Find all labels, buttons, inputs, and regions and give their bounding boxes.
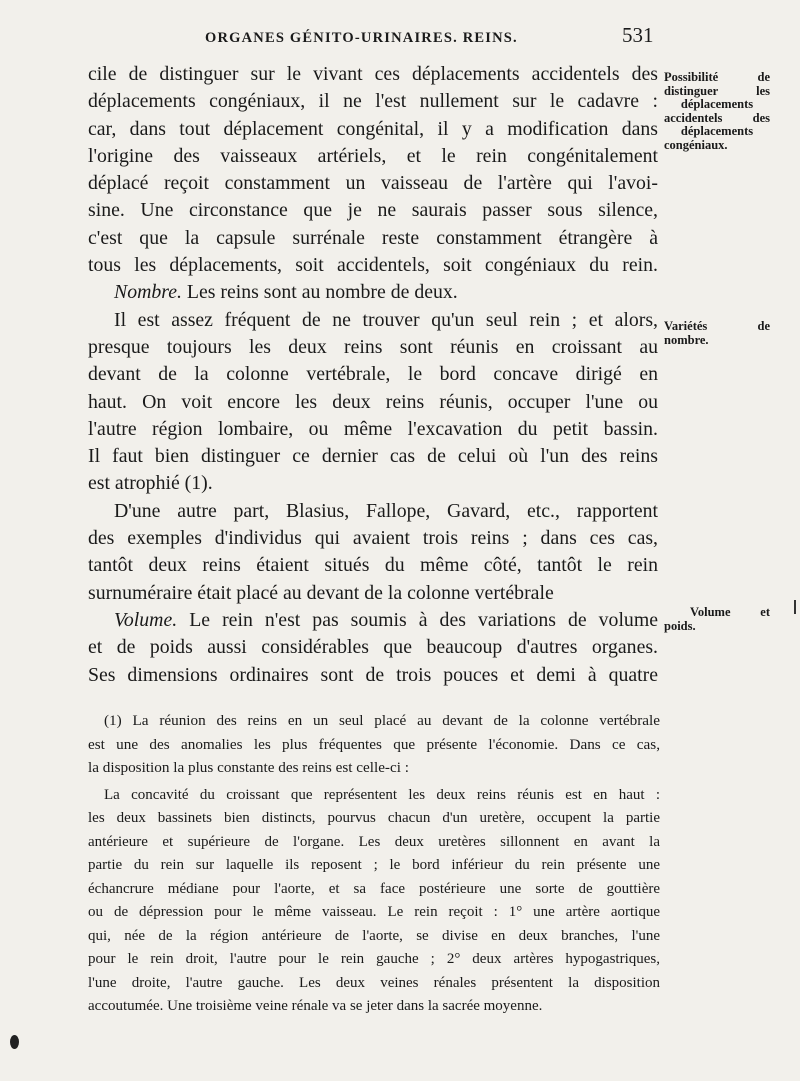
text-line: Il faut bien distinguer ce dernier cas de celui où l'un des reins [88,445,658,468]
margin-note-line: congéniaux. [664,137,728,152]
paragraph-trois-reins [88,498,658,607]
paragraph-volume [88,607,658,689]
nombre-text: Les reins sont au nombre de deux. [181,281,458,304]
margin-note-line: Volume et [690,605,770,619]
footnote-line: l'une droite, l'autre gauche. Les deux veines rénales présentent la disposition [88,974,660,991]
text-line: tous les déplacements, soit accidentels, soit congéniaux du rein. [88,254,658,277]
page-number: 531 [622,23,654,47]
margin-note-varietes [664,320,770,347]
main-text [88,61,658,689]
footnote-quote [88,784,660,1019]
text-line: presque toujours les deux reins sont réunis en croissant au [88,335,658,358]
footnote-line: ou de dépression pour le même vaisseau. Le rein reçoit : 1° une artère aortique [88,904,660,920]
ink-smudge [10,1035,19,1049]
footnote-line: accoutumée. Une troisième veine rénale va se jeter dans la sacrée moyenne. [88,998,543,1014]
text-line: l'autre région lombaire, ou même l'excavation du petit bassin. [88,417,658,440]
footnote-line: antérieure et supérieure de l'organe. Les deux uretères sillonnent en avant la [88,833,660,850]
text-line: haut. On voit encore les deux reins réunis, occuper l'une ou [88,390,658,413]
text-line: tantôt deux reins étaient situés du même côté, tantôt le rein [88,554,658,577]
text-line: D'une autre part, Blasius, Fallope, Gavard, etc., rapportent [114,499,658,522]
margin-note-line: déplacements [680,97,754,111]
edge-mark [794,600,796,614]
footnote-line: pour le rein droit, l'autre pour le rein gauche ; 2° deux artères hypogastriques, [88,951,660,967]
text-line: devant de la colonne vertébrale, le bord concave dirigé en [88,363,658,386]
margin-note-line: nombre. [664,332,709,347]
footnotes [88,709,660,1019]
margin-note-line: distinguer les [664,83,770,98]
footnote-line: est une des anomalies les plus fréquentes que présente l'économie. Dans ce cas, [88,735,660,753]
footnote-1 [88,709,660,780]
text-line: l'origine des vaisseaux artériels, et le rein congénitalement [88,144,658,167]
text-line: sine. Une circonstance que je ne saurais passer sous silence, [88,199,658,222]
footnote-line: les deux bassinets bien distincts, pourvus chacun d'un uretère, occupent la partie [88,810,660,826]
text-line: c'est que la capsule surrénale reste constamment étrangère à [88,226,658,249]
text-line [88,279,658,306]
text-line: déplacé reçoit constamment un vaisseau de l'artère qui l'avoi- [88,172,658,195]
footnote-line: (1) La réunion des reins en un seul placé au devant de la colonne vertébrale [104,712,660,729]
text-line: surnuméraire était placé au devant de la colonne vertébrale [88,581,554,604]
volume-text: Le rein n'est pas soumis à des variations de volume [177,608,658,631]
paragraph-nombre [88,279,658,306]
text-line: Il est assez fréquent de ne trouver qu'un seul rein ; et alors, [114,308,658,331]
section-heading-nombre: Nombre. [114,281,182,304]
margin-note-line: déplacements [680,124,754,138]
margin-note-line: poids. [664,618,696,633]
footnote-line: qui, née de la région antérieure de l'aorte, se divise en deux branches, l'une [88,927,660,944]
text-line [88,607,658,634]
footnote-line: partie du rein sur laquelle ils reposent ; le bord inférieur du rein présente une [88,857,660,873]
margin-note-possibilite [664,71,770,152]
text-line: cile de distinguer sur le vivant ces déplacements accidentels des [88,63,658,85]
text-line: et de poids aussi considérables que beaucoup d'autres organes. [88,636,658,659]
text-line: déplacements congéniaux, il ne l'est nullement sur le cadavre : [88,90,658,113]
footnote-line: échancrure médiane pour l'aorte, et sa face postérieure une sorte de gouttière [88,880,660,897]
text-line: est atrophié (1). [88,472,213,495]
section-heading-volume: Volume. [114,608,178,631]
text-line: des exemples d'individus qui avaient trois reins ; dans ces cas, [88,527,658,550]
paragraph-deplacements [88,61,658,279]
footnote-line: La concavité du croissant que représentent les deux reins réunis est en haut : [104,786,660,803]
margin-note-volume [664,606,770,633]
paragraph-un-seul-rein [88,307,658,498]
text-line: Ses dimensions ordinaires sont de trois pouces et demi à quatre [88,663,658,686]
margin-note-line: Variétés de [664,319,770,333]
margin-note-line: accidentels des [664,110,770,125]
margin-note-line: Possibilité de [664,70,770,84]
footnote-line: la disposition la plus constante des reins est celle-ci : [88,759,409,776]
text-line: car, dans tout déplacement congénital, il y a modification dans [88,117,658,140]
running-title: ORGANES GÉNITO-URINAIRES. REINS. [205,30,518,46]
